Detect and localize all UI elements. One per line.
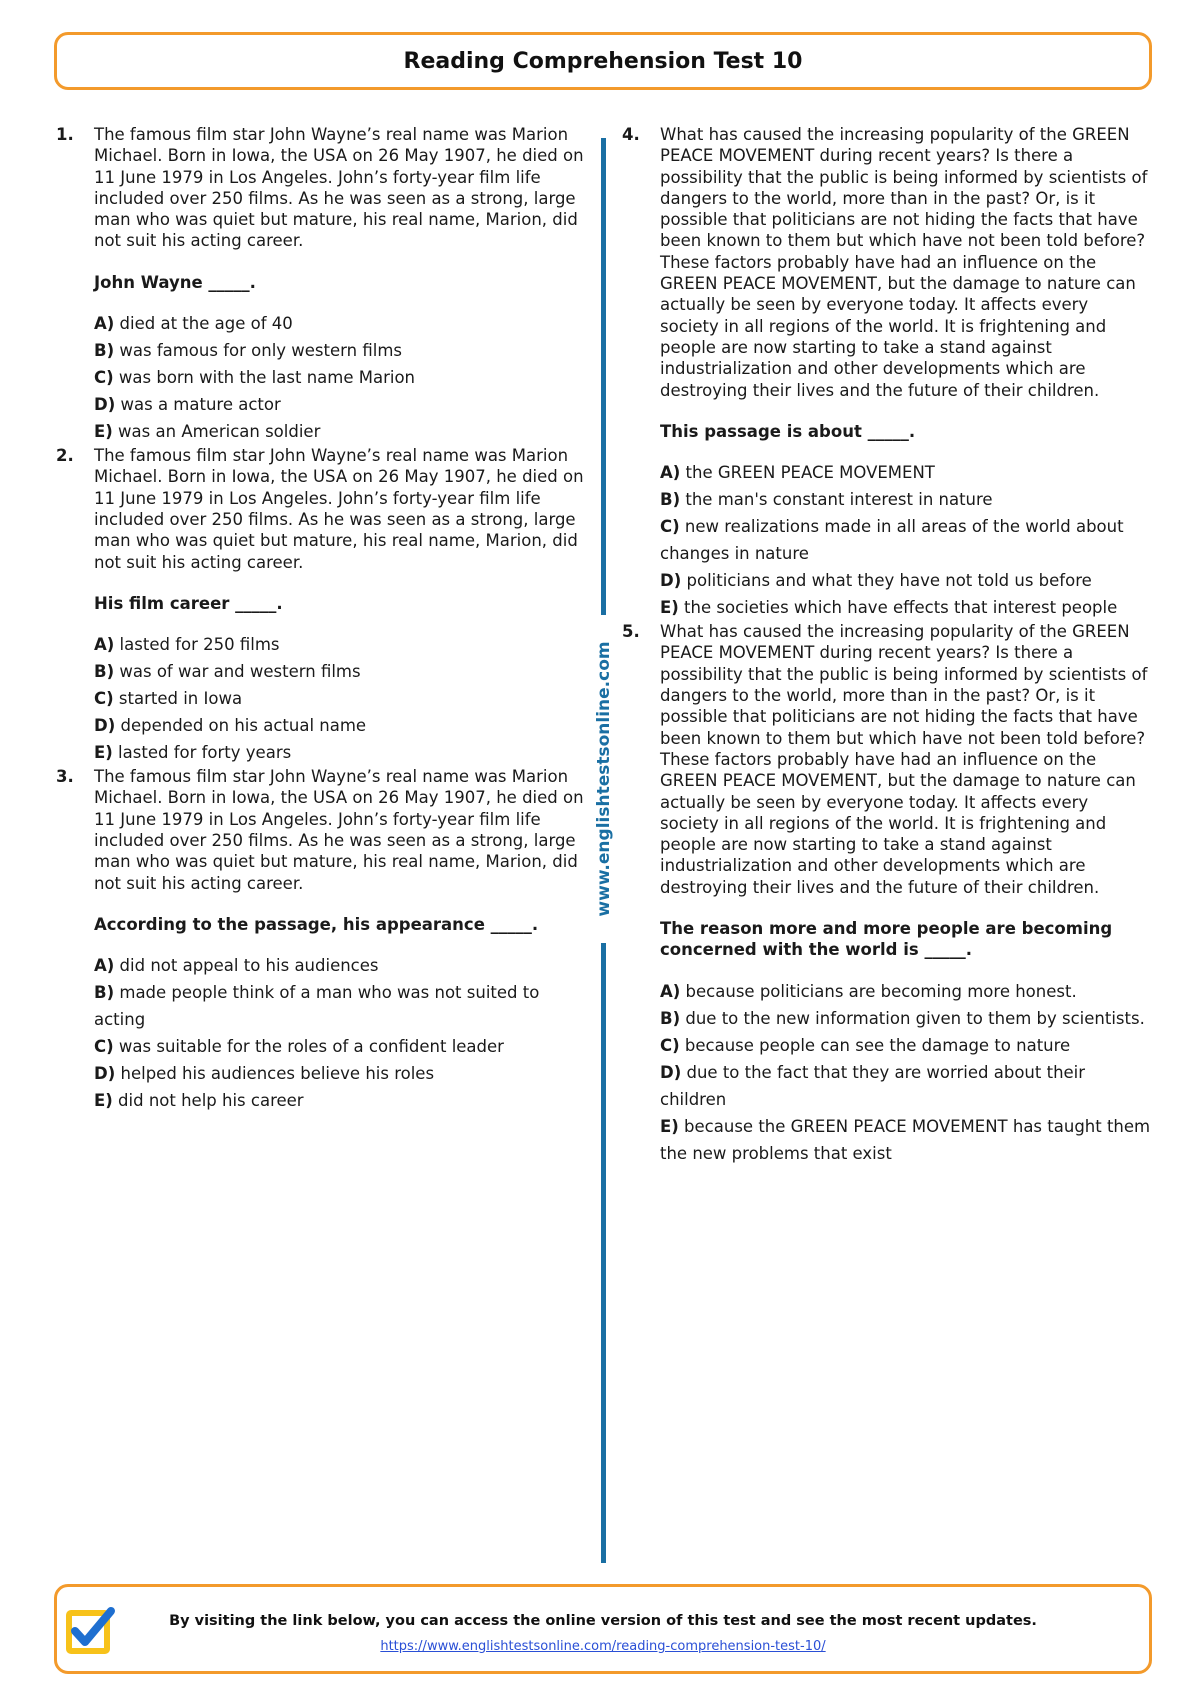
question-stem: His film career _____.	[94, 593, 283, 613]
answer-option-a[interactable]	[660, 978, 1152, 1005]
option-text: the man's constant interest in nature	[680, 490, 993, 510]
answer-option-d[interactable]	[660, 567, 1152, 594]
footer-box	[54, 1584, 1152, 1674]
question-stem: According to the passage, his appearance _____.	[94, 914, 539, 934]
answer-options	[94, 952, 586, 1114]
option-text: was an American soldier	[112, 422, 321, 442]
answer-option-e[interactable]	[660, 594, 1152, 621]
column-divider-top	[601, 138, 606, 615]
answer-option-c[interactable]	[660, 513, 1152, 567]
option-letter: B)	[660, 490, 681, 510]
option-text: did not help his career	[112, 1091, 304, 1111]
question-stem: The reason more and more people are becoming concerned with the world is _____.	[660, 919, 1113, 960]
answer-option-d[interactable]	[660, 1059, 1152, 1113]
answer-option-b[interactable]	[94, 658, 586, 685]
option-letter: D)	[94, 1064, 116, 1084]
footer-notice: By visiting the link below, you can access the online version of this test and see the most recent updates.	[169, 1613, 1037, 1629]
page-title: Reading Comprehension Test 10	[403, 48, 803, 74]
question-5	[622, 621, 1152, 1166]
option-text: did not appeal to his audiences	[114, 956, 379, 976]
answer-option-b[interactable]	[660, 486, 1152, 513]
question-passage: The famous film star John Wayne’s real name was Marion Michael. Born in Iowa, the USA on 26 May 1907, he died on 11 June 1979 in Los Angeles. John’s forty-year film life included over 250 films. As he was seen as a strong, large man who was quiet but mature, his real name, Marion, did not suit his acting career.	[94, 125, 584, 251]
answer-option-b[interactable]	[94, 337, 586, 364]
answer-option-e[interactable]	[94, 739, 586, 766]
option-letter: E)	[660, 1116, 679, 1136]
option-letter: A)	[660, 463, 681, 483]
question-number: 3.	[56, 767, 74, 787]
answer-option-c[interactable]	[94, 1033, 586, 1060]
option-letter: D)	[660, 571, 682, 591]
question-passage: The famous film star John Wayne’s real name was Marion Michael. Born in Iowa, the USA on 26 May 1907, he died on 11 June 1979 in Los Angeles. John’s forty-year film life included over 250 films. As he was seen as a strong, large man who was quiet but mature, his real name, Marion, did not suit his acting career.	[94, 767, 584, 893]
side-url[interactable]: www.englishtestsonline.com	[594, 641, 614, 917]
test-link[interactable]: https://www.englishtestsonline.com/reading-comprehension-test-10/	[380, 1639, 826, 1654]
option-letter: B)	[94, 983, 115, 1003]
option-text: helped his audiences believe his roles	[115, 1064, 435, 1084]
answer-option-e[interactable]	[94, 418, 586, 445]
option-letter: C)	[660, 517, 680, 537]
option-letter: C)	[660, 1035, 680, 1055]
option-text: because the GREEN PEACE MOVEMENT has taught them the new problems that exist	[660, 1116, 1151, 1163]
option-letter: C)	[94, 1037, 114, 1057]
option-letter: C)	[94, 689, 114, 709]
question-passage: What has caused the increasing popularity of the GREEN PEACE MOVEMENT during recent years? Is there a possibility that the public is being informed by scientists of dangers to the world, more than in the past? Or, is it possible that politicians are not hiding the facts that have been known to them but which have not been told before? These factors probably have had an influence on the GREEN PEACE MOVEMENT, but the damage to nature can actually be seen by everyone today. It affects every society in all regions of the world. It is frightening and people are now starting to take a stand against industrialization and other developments which are destroying their lives and the future of their children.	[660, 125, 1148, 400]
option-text: made people think of a man who was not suited to acting	[94, 983, 540, 1030]
question-1	[56, 124, 586, 445]
question-stem: This passage is about _____.	[660, 421, 916, 441]
option-text: depended on his actual name	[115, 716, 367, 736]
option-text: started in Iowa	[113, 689, 243, 709]
option-text: new realizations made in all areas of the world about changes in nature	[660, 517, 1124, 564]
answer-option-e[interactable]	[660, 1113, 1152, 1167]
question-number: 4.	[622, 125, 640, 144]
answer-option-b[interactable]	[660, 1005, 1152, 1032]
answer-option-a[interactable]	[94, 952, 586, 979]
option-text: due to the fact that they are worried about their children	[660, 1062, 1086, 1109]
question-passage: What has caused the increasing popularity of the GREEN PEACE MOVEMENT during recent years? Is there a possibility that the public is being informed by scientists of dangers to the world, more than in the past? Or, is it possible that politicians are not hiding the facts that have been known to them but which have not been told before? These factors probably have had an influence on the GREEN PEACE MOVEMENT, but the damage to nature can actually be seen by everyone today. It affects every society in all regions of the world. It is frightening and people are now starting to take a stand against industrialization and other developments which are destroying their lives and the future of their children.	[660, 622, 1148, 897]
option-text: because politicians are becoming more honest.	[680, 981, 1077, 1001]
option-letter: A)	[660, 981, 681, 1001]
option-letter: A)	[94, 956, 115, 976]
answer-option-a[interactable]	[660, 459, 1152, 486]
question-passage: The famous film star John Wayne’s real name was Marion Michael. Born in Iowa, the USA on 26 May 1907, he died on 11 June 1979 in Los Angeles. John’s forty-year film life included over 250 films. As he was seen as a strong, large man who was quiet but mature, his real name, Marion, did not suit his acting career.	[94, 446, 584, 572]
option-letter: D)	[94, 395, 116, 415]
answer-option-c[interactable]	[94, 364, 586, 391]
option-letter: D)	[660, 1062, 682, 1082]
answer-option-a[interactable]	[94, 631, 586, 658]
answer-options	[660, 978, 1152, 1167]
left-column	[56, 124, 586, 1114]
answer-option-d[interactable]	[94, 712, 586, 739]
question-4	[622, 124, 1152, 621]
option-letter: E)	[660, 598, 679, 618]
answer-options	[94, 631, 586, 766]
answer-options	[94, 310, 586, 445]
option-letter: B)	[94, 341, 115, 361]
column-divider-bottom	[601, 943, 606, 1563]
option-text: was of war and western films	[114, 662, 361, 682]
option-text: the societies which have effects that interest people	[678, 598, 1118, 618]
title-box	[54, 32, 1152, 90]
option-letter: E)	[94, 743, 113, 763]
option-letter: A)	[94, 314, 115, 334]
answer-option-a[interactable]	[94, 310, 586, 337]
option-letter: B)	[94, 662, 115, 682]
answer-option-b[interactable]	[94, 979, 586, 1033]
option-text: lasted for forty years	[112, 743, 292, 763]
option-letter: E)	[94, 422, 113, 442]
question-2	[56, 445, 586, 766]
question-number: 2.	[56, 446, 74, 466]
option-letter: E)	[94, 1091, 113, 1111]
option-text: was famous for only western films	[114, 341, 402, 361]
answer-option-c[interactable]	[94, 685, 586, 712]
option-text: was born with the last name Marion	[113, 368, 415, 388]
answer-option-d[interactable]	[94, 391, 586, 418]
option-text: the GREEN PEACE MOVEMENT	[680, 463, 935, 483]
answer-option-d[interactable]	[94, 1060, 586, 1087]
answer-option-c[interactable]	[660, 1032, 1152, 1059]
option-text: because people can see the damage to nature	[679, 1035, 1071, 1055]
answer-options	[660, 459, 1152, 621]
right-column	[622, 124, 1152, 1167]
option-letter: D)	[94, 716, 116, 736]
question-number: 1.	[56, 125, 74, 144]
option-text: was a mature actor	[115, 395, 281, 415]
question-number: 5.	[622, 622, 640, 642]
option-text: lasted for 250 films	[114, 635, 280, 655]
option-letter: A)	[94, 635, 115, 655]
option-text: was suitable for the roles of a confident leader	[113, 1037, 504, 1057]
option-letter: C)	[94, 368, 114, 388]
answer-option-e[interactable]	[94, 1087, 586, 1114]
question-stem: John Wayne _____.	[94, 272, 256, 292]
question-3	[56, 766, 586, 1114]
option-text: died at the age of 40	[114, 314, 293, 334]
option-letter: B)	[660, 1008, 681, 1028]
option-text: politicians and what they have not told us before	[681, 571, 1092, 591]
option-text: due to the new information given to them by scientists.	[680, 1008, 1145, 1028]
